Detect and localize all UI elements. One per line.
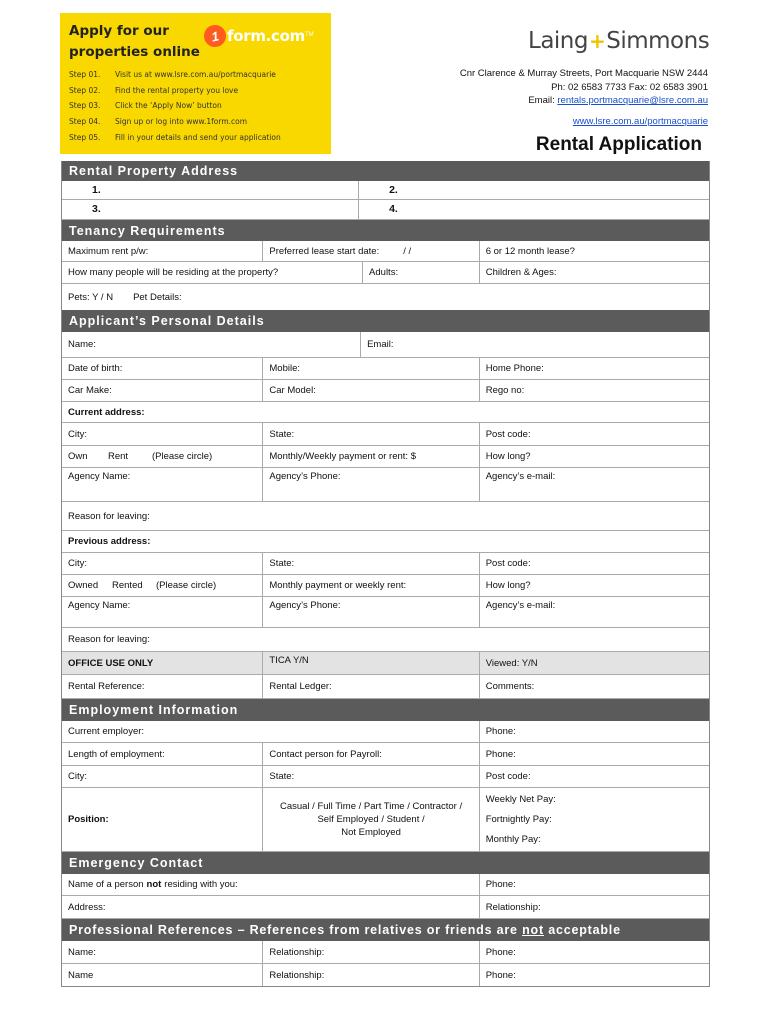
current-state-field[interactable]: State: [263,423,479,445]
pet-details-label: Pet Details: [133,291,182,303]
own-option[interactable]: Own [68,451,88,462]
step-item: Step 02. Find the rental property you love [69,85,239,95]
1form-wordmark: form.com [227,27,305,45]
reference-2-relationship-field[interactable]: Relationship: [263,964,479,986]
1form-logo [204,25,314,47]
step-item: Step 05. Fill in your details and send your application [69,132,281,142]
pay-fields [480,788,709,851]
promo-title: Apply for our properties online [69,23,200,60]
emergency-address-field[interactable]: Address: [62,896,480,918]
section-tenancy-requirements: Tenancy Requirements [62,220,709,241]
office-contact-details [460,67,708,108]
lease-start-field[interactable]: Preferred lease start date: / / [263,241,479,261]
previous-reason-field[interactable]: Reason for leaving: [68,634,150,645]
weekly-pay-field[interactable]: Weekly Net Pay: [485,794,556,806]
employer-state-field[interactable]: State: [263,766,479,787]
dob-field[interactable]: Date of birth: [62,358,263,379]
payroll-phone-field[interactable]: Phone: [485,748,516,760]
previous-agency-phone-field[interactable]: Agency’s Phone: [263,597,479,627]
owned-option[interactable]: Owned [68,580,99,591]
previous-postcode-field[interactable]: Post code: [485,558,531,569]
office-email: Email: rentals.portmacquarie@lsre.com.au [528,95,708,106]
employment-row [62,766,709,788]
employment-row [62,743,709,766]
office-use-label: OFFICE USE ONLY [62,652,263,674]
car-make-field[interactable]: Car Make: [62,380,263,401]
online-application-promo [60,13,331,154]
reference-2-phone-field[interactable]: Phone: [485,969,516,981]
employment-length-field[interactable]: Length of employment: [62,743,263,765]
current-how-long-field[interactable]: How long? [485,451,531,462]
previous-agency-name-field[interactable]: Agency Name: [62,597,263,627]
step-item: Step 04. Sign up or log into www.1form.com [69,117,248,127]
viewed-field[interactable]: Viewed: Y/N [485,657,538,669]
emergency-relationship-field[interactable]: Relationship: [485,901,541,913]
fortnightly-pay-field[interactable]: Fortnightly Pay: [485,813,552,825]
rent-option[interactable]: Rent [108,451,129,462]
step-item: Step 01. Visit us at www.lsre.com.au/portmacquarie [69,70,276,80]
reference-row [62,964,709,987]
previous-address-row [62,553,709,575]
personal-row [62,380,709,402]
email-field[interactable]: Email: [367,339,394,350]
tenancy-row [62,241,709,262]
current-agency-phone-field[interactable]: Agency’s Phone: [263,468,479,501]
current-agency-row [62,468,709,502]
previous-how-long-field[interactable]: How long? [485,580,531,591]
reference-1-name-field[interactable]: Name: [62,941,263,963]
current-employer-field[interactable]: Current employer: [62,721,480,742]
property-address-3[interactable]: 3. [62,200,359,219]
position-row [62,788,709,852]
section-employment-information: Employment Information [62,699,709,721]
property-address-row [62,181,709,200]
previous-agency-row [62,597,709,628]
step-item: Step 03. Click the ‘Apply Now’ button [69,101,222,111]
property-address-1[interactable]: 1. [62,181,359,199]
section-emergency-contact: Emergency Contact [62,852,709,874]
employer-phone-field[interactable]: Phone: [485,726,516,737]
emergency-phone-field[interactable]: Phone: [485,879,516,890]
employment-type-field[interactable]: Casual / Full Time / Part Time / Contractor / Self Employed / Student / Not Employed [263,788,479,851]
previous-address-heading-row [62,531,709,553]
car-model-field[interactable]: Car Model: [263,380,479,401]
employer-postcode-field[interactable]: Post code: [485,771,531,782]
rental-application-form [61,161,710,987]
emergency-row [62,896,709,919]
reference-row [62,941,709,964]
rental-reference-field[interactable]: Rental Reference: [62,675,263,698]
tenancy-row [62,262,709,284]
reference-1-phone-field[interactable]: Phone: [485,946,516,958]
property-address-2[interactable]: 2. [389,184,398,196]
monthly-pay-field[interactable]: Monthly Pay: [485,833,541,845]
office-phone-fax: Ph: 02 6583 7733 Fax: 02 6583 3901 [551,81,708,93]
pets-yes-no[interactable]: Pets: Y / N [68,291,114,303]
rental-ledger-field[interactable]: Rental Ledger: [263,675,479,698]
rego-field[interactable]: Rego no: [485,385,525,396]
payroll-contact-field[interactable]: Contact person for Payroll: [263,743,479,765]
reference-1-relationship-field[interactable]: Relationship: [263,941,479,963]
mobile-field[interactable]: Mobile: [263,358,479,379]
previous-payment-field[interactable]: Monthly payment or weekly rent: [263,575,479,596]
current-address-row [62,423,709,446]
home-phone-field[interactable]: Home Phone: [485,363,544,374]
tica-field[interactable]: TICA Y/N [263,652,479,674]
website-link[interactable]: www.lsre.com.au/portmacquarie [572,116,708,127]
pets-field[interactable] [62,284,709,310]
current-address-label: Current address: [68,406,145,418]
max-rent-field[interactable]: Maximum rent p/w: [62,241,263,261]
document-title: Rental Application [535,134,702,155]
current-address-heading-row [62,402,709,423]
application-steps [69,67,281,145]
1form-badge-icon: 1 [202,23,228,49]
current-reason-row [62,502,709,531]
office-address: Cnr Clarence & Murray Streets, Port Macquarie NSW 2444 [459,68,708,79]
section-rental-property-address: Rental Property Address [62,161,709,181]
comments-field[interactable]: Comments: [485,681,535,692]
emergency-name-field[interactable]: Name of a person not residing with you: [62,874,480,895]
lease-term-field[interactable]: 6 or 12 month lease? [485,245,575,257]
1form-trademark: TM [304,32,314,38]
office-use-row [62,652,709,675]
previous-state-field[interactable]: State: [263,553,479,574]
reference-2-name-field[interactable]: Name [62,964,263,986]
people-count-field[interactable]: How many people will be residing at the property? [62,262,363,283]
current-postcode-field[interactable]: Post code: [485,428,531,440]
children-ages-field[interactable]: Children & Ages: [485,267,557,278]
own-rent-field[interactable]: Own Rent (Please circle) [62,446,263,467]
rented-option[interactable]: Rented [112,580,143,591]
owned-rented-field[interactable]: Owned Rented (Please circle) [62,575,263,596]
current-agency-email-field[interactable]: Agency’s e-mail: [485,471,556,482]
current-address-row [62,446,709,468]
emergency-row [62,874,709,896]
section-personal-details: Applicant’s Personal Details [62,310,709,332]
current-reason-field[interactable]: Reason for leaving: [68,510,150,522]
personal-row [62,358,709,380]
current-agency-name-field[interactable]: Agency Name: [62,468,263,501]
pets-row [62,284,709,310]
personal-row [62,332,709,358]
previous-address-row [62,575,709,597]
position-field[interactable]: Position: [62,788,263,851]
employer-city-field[interactable]: City: [62,766,263,787]
previous-city-field[interactable]: City: [62,553,263,574]
adults-field[interactable]: Adults: [363,262,480,283]
previous-agency-email-field[interactable]: Agency’s e-mail: [485,600,556,611]
laing-simmons-logo: Laing + Simmons [528,28,710,54]
previous-reason-row [62,628,709,652]
previous-address-label: Previous address: [68,536,151,547]
plus-icon: + [588,29,606,53]
property-address-4[interactable]: 4. [389,203,398,215]
section-professional-references: Professional References – References from relatives or friends are not acceptable [62,919,709,941]
current-city-field[interactable]: City: [62,423,263,445]
name-field[interactable]: Name: [62,332,361,357]
office-email-link[interactable]: rentals.portmacquarie@lsre.com.au [557,95,708,106]
employment-row [62,721,709,743]
office-use-row [62,675,709,699]
property-address-row [62,200,709,220]
current-payment-field[interactable]: Monthly/Weekly payment or rent: $ [263,446,479,467]
